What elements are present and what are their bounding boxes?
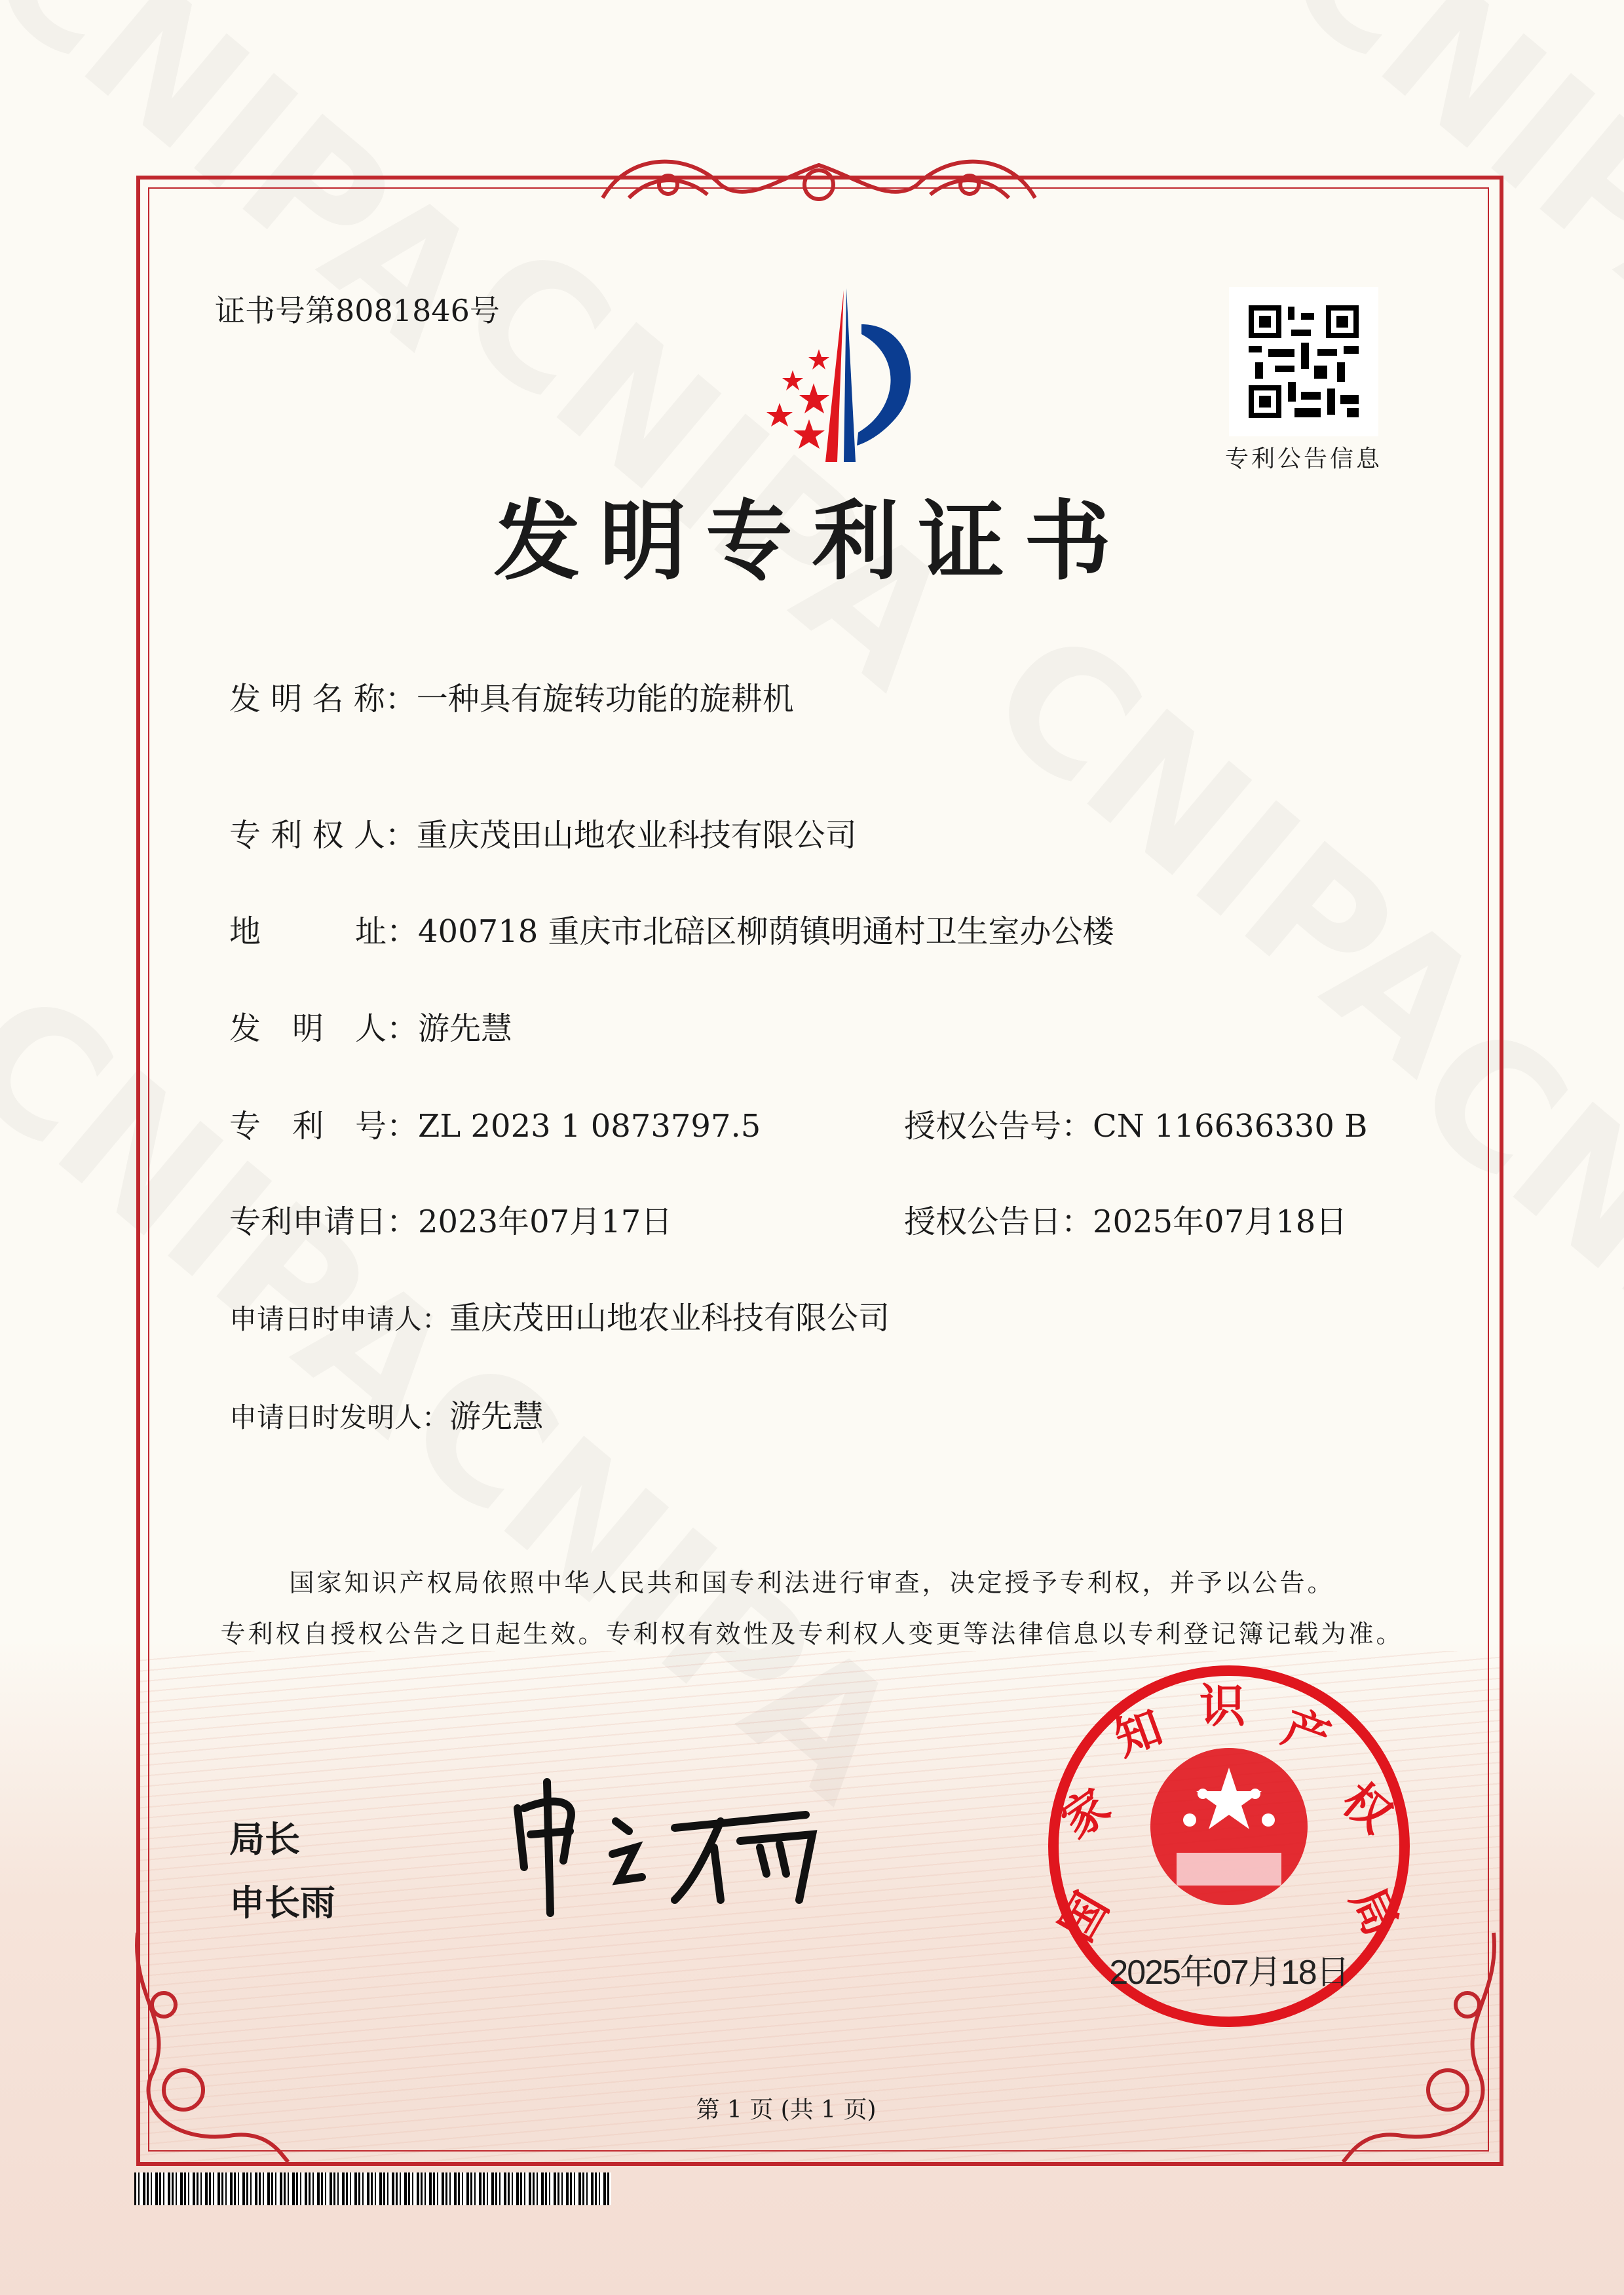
field-invention-name [229,673,794,719]
field-value: ZL 2023 1 0873797.5 [418,1108,761,1145]
qr-code[interactable] [1229,287,1378,436]
qr-code-icon [1229,287,1378,436]
field-value: 重庆茂田山地农业科技有限公司 [449,1300,890,1337]
field-value: 重庆茂田山地农业科技有限公司 [416,817,857,854]
field-value: CN 116636330 B [1093,1108,1368,1145]
field-value: 2025年07月18日 [1093,1204,1348,1240]
corner-ornament-left-icon [124,1920,295,2169]
field-value: 游先慧 [449,1398,544,1435]
field-label: 授权公告日： [904,1204,1093,1240]
seal-char: 知 [1107,1699,1169,1766]
seal-char: 识 [1199,1679,1245,1733]
field-address [229,906,1114,951]
field-label: 发 明 名 称： [229,681,417,717]
field-filing-date [229,1196,672,1242]
field-inventor-at-filing [229,1391,544,1436]
statement-line: 专利权自授权公告之日起生效。专利权有效性及专利权人变更等法律信息以专利登记簿记载为准。 [220,1620,1404,1648]
qr-label: 专利公告信息 [1224,446,1382,472]
barcode [134,2172,611,2205]
seal-char: 家 [1051,1778,1120,1849]
field-value: 400718 重庆市北碚区柳荫镇明通村卫生室办公楼 [418,913,1114,950]
field-label: 专 利 权 人： [229,817,417,854]
field-grant-pub-number [904,1101,1367,1146]
cnipa-logo-icon [701,285,937,468]
seal-date: 2025年07月18日 [1109,1954,1349,1992]
field-value: 一种具有旋转功能的旋耕机 [416,681,794,717]
field-applicant-at-filing [229,1293,890,1338]
page-footer: 第 1 页 (共 1 页) [696,2096,877,2123]
page-title: 发明专利证书 [493,491,1131,592]
field-label: 专 利 号： [229,1108,419,1145]
field-label: 授权公告号： [904,1108,1093,1145]
top-ornament-icon [590,139,1048,212]
field-label: 地 址： [229,913,419,950]
seal-char: 局 [1340,1879,1408,1944]
field-label: 专利申请日： [229,1204,419,1240]
seal-char: 权 [1332,1772,1402,1844]
signature-icon [504,1769,839,1920]
field-value: 游先慧 [418,1010,513,1047]
signatory-title: 局长 [229,1819,300,1860]
field-grant-pub-date [904,1196,1347,1242]
field-label: 申请日时申请人： [229,1303,450,1335]
field-label: 发 明 人： [229,1010,419,1047]
field-inventor [229,1003,512,1048]
field-patent-number [229,1101,761,1146]
statement-line: 国家知识产权局依照中华人民共和国专利法进行审查，决定授予专利权，并予以公告。 [289,1568,1335,1597]
seal-char: 产 [1275,1699,1338,1766]
seal-char: 国 [1049,1884,1120,1950]
certificate-number: 证书号第8081846号 [215,293,500,328]
signatory-name: 申长雨 [229,1882,335,1924]
field-value: 2023年07月17日 [418,1204,673,1240]
field-label: 申请日时发明人： [229,1401,450,1433]
field-patentee [229,810,857,855]
